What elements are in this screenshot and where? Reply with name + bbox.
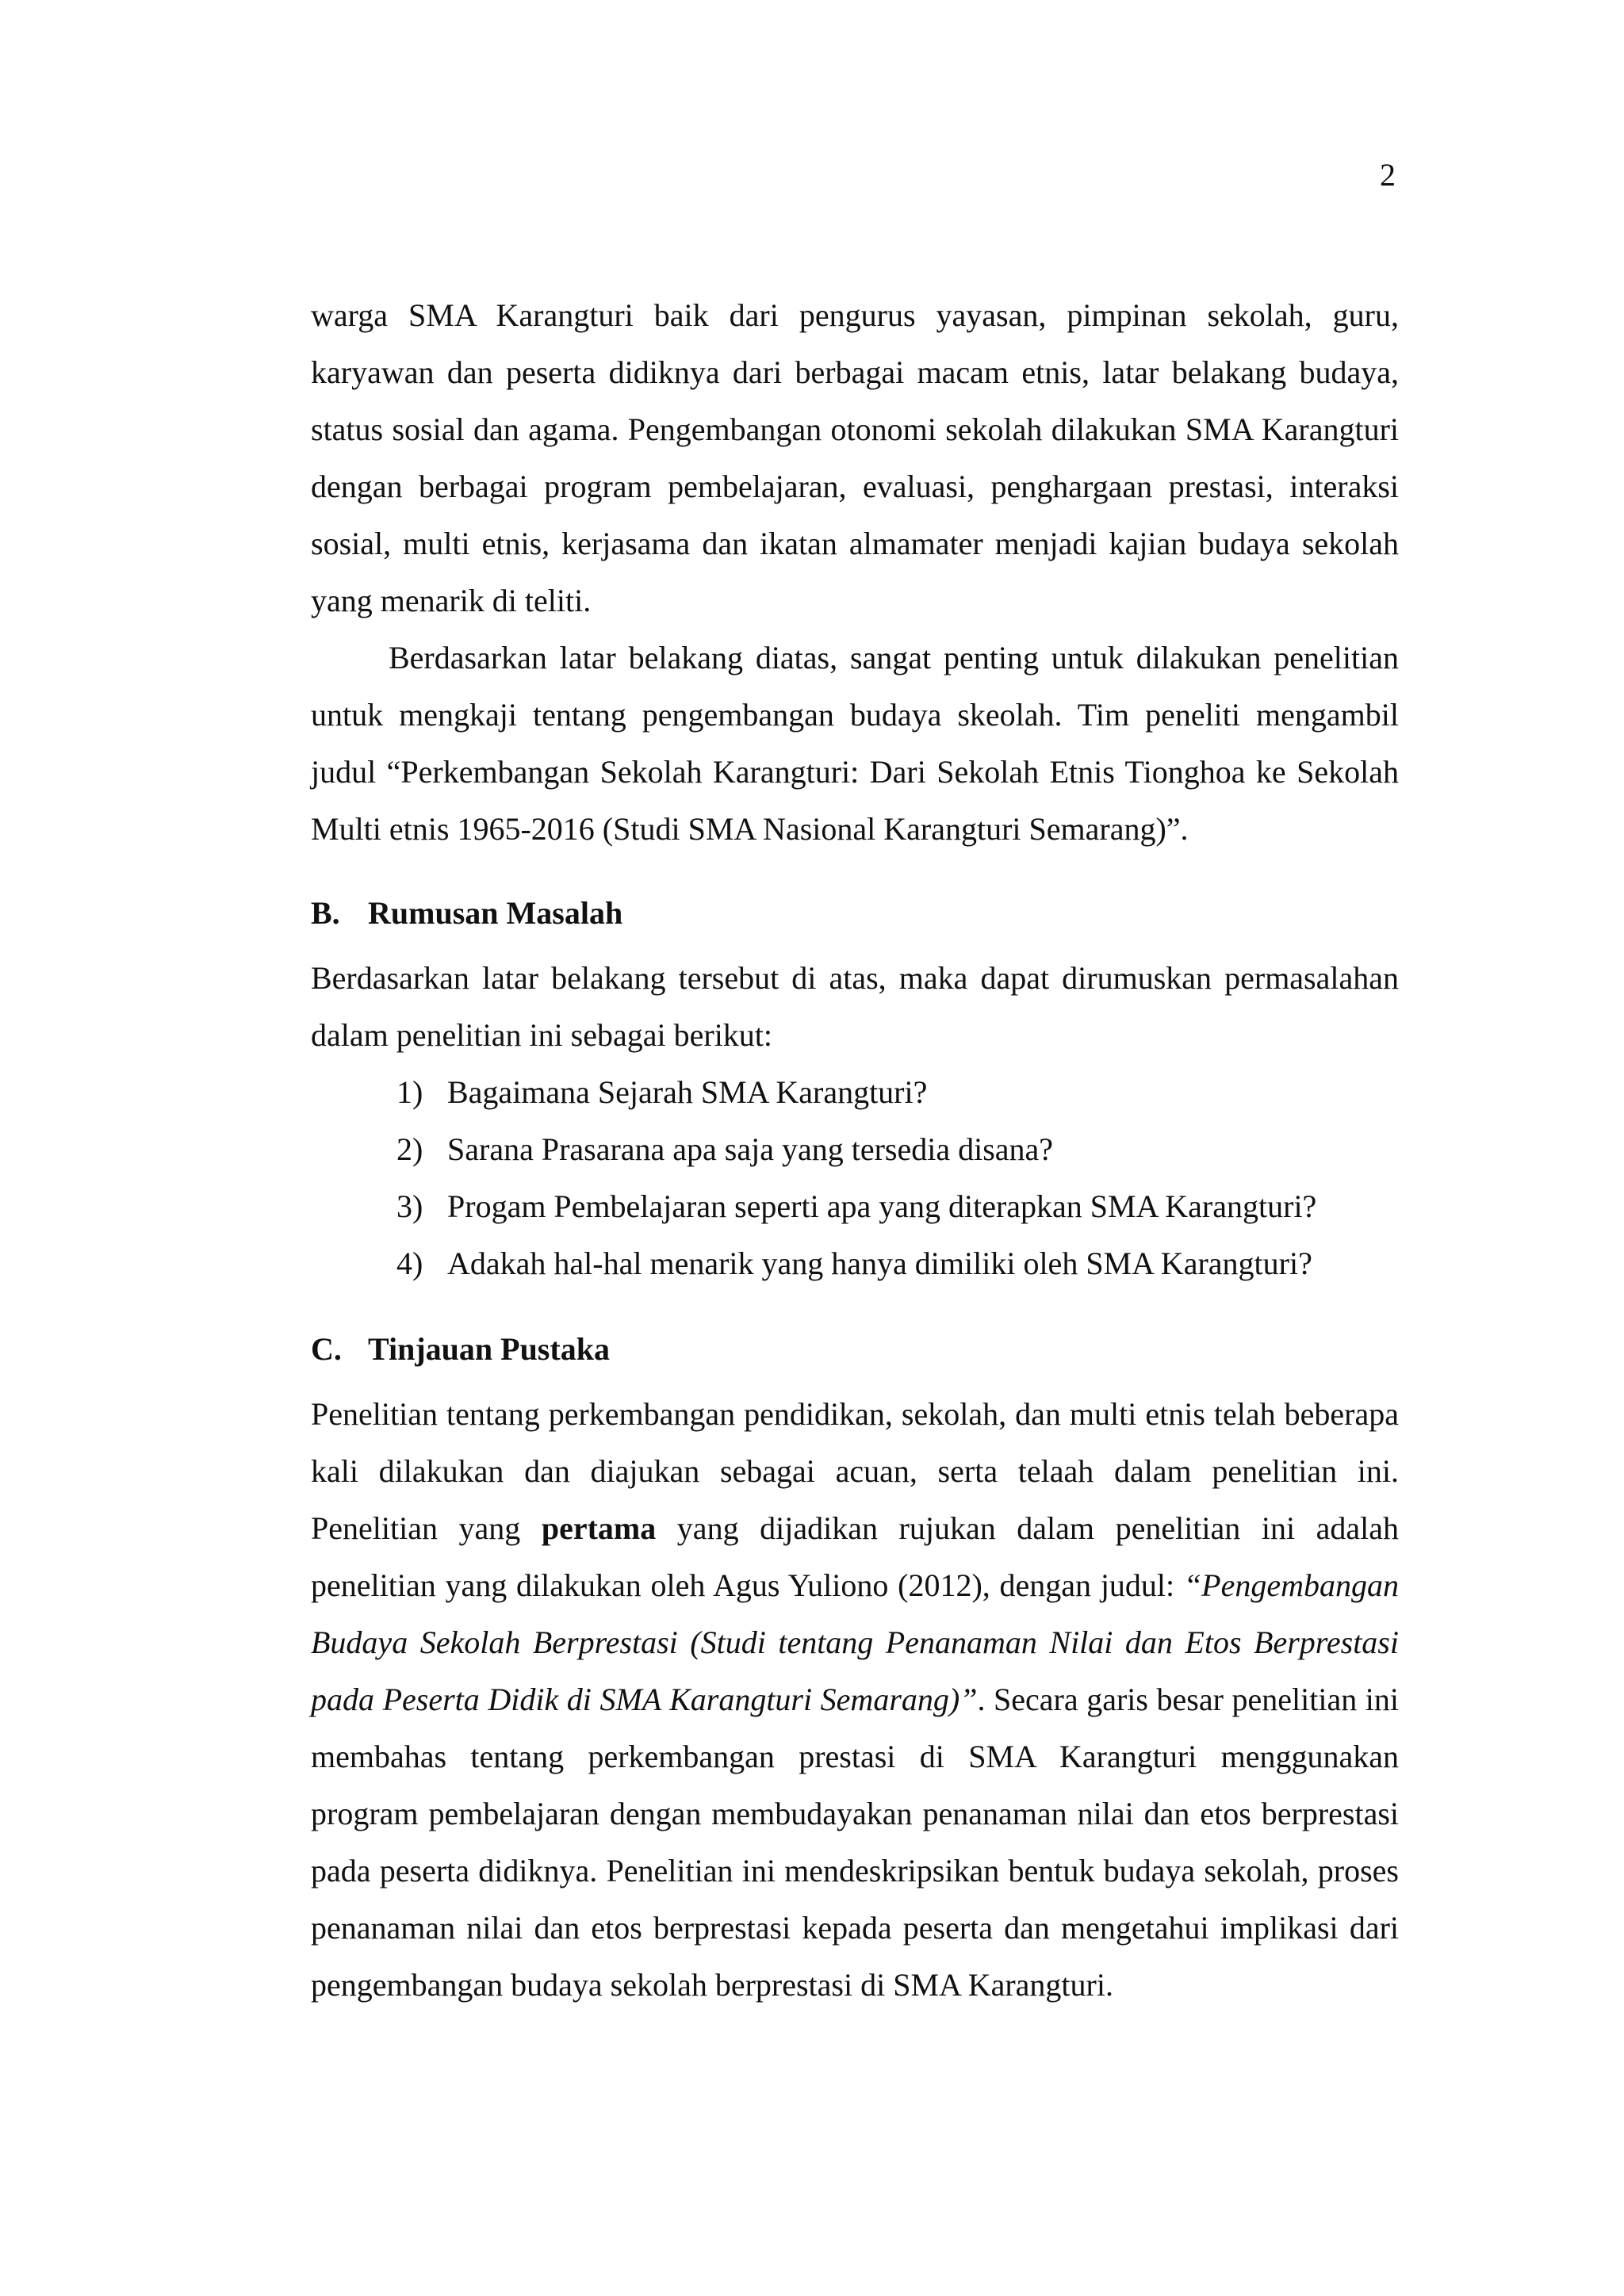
intro-paragraph-1: warga SMA Karangturi baik dari pengurus yayasan, pimpinan sekolah, guru, karyawan dan peserta didiknya dari berbagai macam etnis, latar belakang budaya, status sosial dan agama. Pengembangan otonomi sekolah dilakukan SMA Karangturi dengan berbagai program pembelajaran, evaluasi, penghargaan prestasi, interaksi sosial, multi etnis, kerjasama dan ikatan almamater menjadi kajian budaya sekolah yang menarik di teliti. (311, 297, 1399, 618)
section-b-letter: B. (311, 895, 340, 931)
section-c-title: Tinjauan Pustaka (368, 1331, 610, 1367)
section-c-text-3: . Secara garis besar penelitian ini membahas tentang perkembangan prestasi di SMA Karangturi menggunakan program pembelajaran dengan membudayakan penanaman nilai dan etos berprestasi pada peserta didiknya. Penelitian ini mendeskripsikan bentuk budaya sekolah, proses penanaman nilai dan etos berprestasi kepada peserta dan mengetahui implikasi dari pengembangan budaya sekolah berprestasi di SMA Karangturi. (311, 1682, 1400, 2003)
section-c-letter: C. (311, 1331, 342, 1367)
list-item-number: 2) (396, 1131, 423, 1167)
page-number: 2 (1380, 157, 1396, 193)
list-item-text: Bagaimana Sejarah SMA Karangturi? (447, 1074, 928, 1110)
section-c-text-1: Penelitian tentang perkembangan pendidikan, sekolah, dan multi etnis telah beberapa kali dilakukan dan diajukan sebagai acuan, serta telaah dalam penelitian ini. Penelitian yang (311, 1396, 1399, 1546)
section-b-heading (311, 885, 1399, 942)
section-c-paragraph (311, 1386, 1399, 2014)
section-c-text-2: yang dijadikan rujukan dalam penelitian ini adalah penelitian yang dilakukan oleh Agus Yuliono (2012), dengan judul: (311, 1510, 1400, 1603)
list-item-text: Progam Pembelajaran seperti apa yang diterapkan SMA Karangturi? (447, 1188, 1317, 1224)
list-item-text: Sarana Prasarana apa saja yang tersedia disana? (447, 1131, 1054, 1167)
cited-title: “Pengembangan Budaya Sekolah Berprestasi (Studi tentang Penanaman Nilai dan Etos Berprestasi pada Peserta Didik di SMA Karangturi Semarang)” (311, 1567, 1399, 1717)
list-item-number: 3) (396, 1188, 423, 1224)
document-body (311, 287, 1399, 2014)
list-item-number: 4) (396, 1246, 423, 1281)
section-c-heading (311, 1321, 1399, 1378)
list-item (396, 1064, 1399, 1121)
research-questions-list (311, 1064, 1399, 1292)
list-item (396, 1121, 1399, 1178)
list-item-number: 1) (396, 1074, 423, 1110)
section-b-intro: Berdasarkan latar belakang tersebut di atas, maka dapat dirumuskan permasalahan dalam penelitian ini sebagai berikut: (311, 960, 1399, 1053)
section-b-title: Rumusan Masalah (368, 895, 623, 931)
section-c-bold-word: pertama (541, 1510, 657, 1546)
list-item (396, 1178, 1399, 1235)
list-item (396, 1235, 1399, 1292)
list-item-text: Adakah hal-hal menarik yang hanya dimiliki oleh SMA Karangturi? (447, 1246, 1312, 1281)
intro-paragraph-2: Berdasarkan latar belakang diatas, sangat penting untuk dilakukan penelitian untuk mengkaji tentang pengembangan budaya skeolah. Tim peneliti mengambil judul “Perkembangan Sekolah Karangturi: Dari Sekolah Etnis Tionghoa ke Sekolah Multi etnis 1965-2016 (Studi SMA Nasional Karangturi Semarang)”. (311, 640, 1399, 847)
